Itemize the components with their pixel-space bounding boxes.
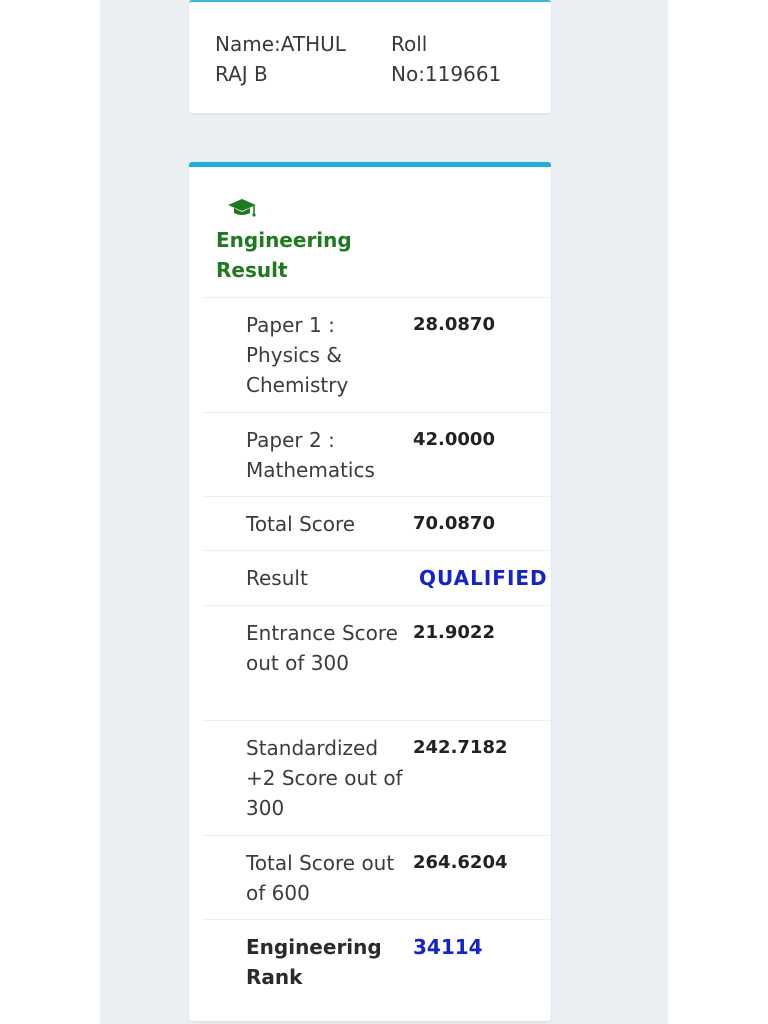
table-row bbox=[203, 496, 563, 550]
row-label: Paper 1 : Physics & Chemistry bbox=[246, 313, 349, 397]
row-label: Total Score out of 600 bbox=[246, 851, 395, 905]
table-row bbox=[203, 919, 563, 1009]
row-label: Paper 2 : Mathematics bbox=[246, 428, 375, 482]
row-label: Standardized +2 Score out of 300 bbox=[246, 736, 403, 820]
table-row bbox=[203, 550, 563, 605]
result-table bbox=[203, 297, 563, 1009]
row-label: Result bbox=[246, 566, 308, 590]
table-row bbox=[203, 297, 563, 412]
row-value: 264.6204 bbox=[413, 852, 508, 873]
table-row bbox=[203, 720, 563, 835]
row-value: 70.0870 bbox=[413, 513, 495, 534]
qualified-status: QUALIFIED bbox=[419, 566, 548, 590]
result-title: Engineering Result bbox=[216, 228, 352, 282]
result-header bbox=[216, 197, 416, 285]
table-row bbox=[203, 835, 563, 919]
row-label: Engineering Rank bbox=[246, 935, 382, 989]
engineering-rank-value: 34114 bbox=[413, 935, 483, 959]
student-info-card bbox=[189, 0, 551, 113]
student-name: Name:ATHUL RAJ B bbox=[215, 32, 346, 86]
roll-number: Roll No:119661 bbox=[391, 32, 502, 86]
table-row bbox=[203, 605, 563, 720]
row-label: Total Score bbox=[246, 512, 356, 536]
row-value: 242.7182 bbox=[413, 737, 508, 758]
row-value: 21.9022 bbox=[413, 622, 495, 643]
graduation-cap-icon bbox=[227, 197, 257, 219]
row-value: 28.0870 bbox=[413, 314, 495, 335]
table-row bbox=[203, 412, 563, 496]
row-label: Entrance Score out of 300 bbox=[246, 621, 398, 675]
row-value: 42.0000 bbox=[413, 429, 495, 450]
engineering-result-card bbox=[189, 162, 551, 1021]
